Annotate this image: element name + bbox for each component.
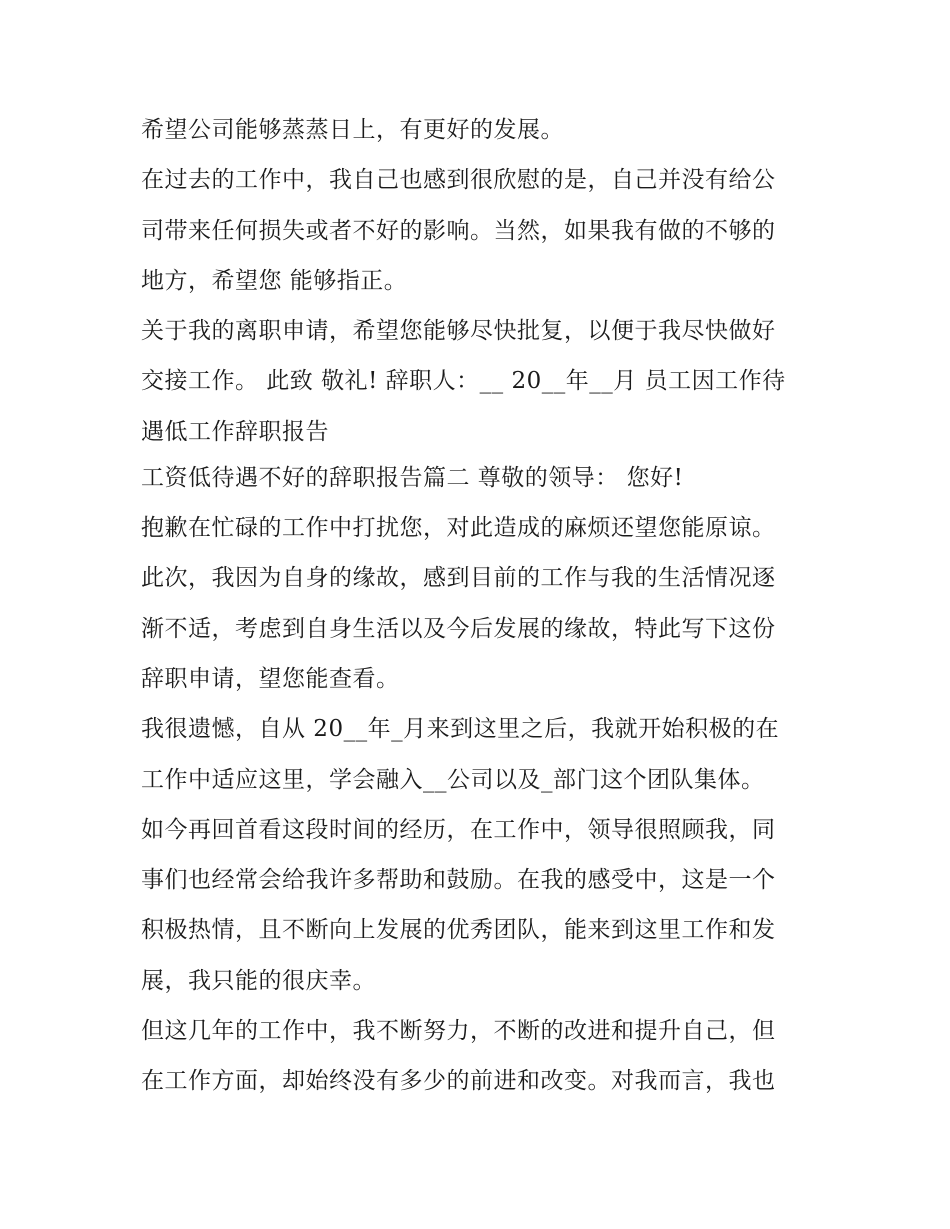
text-line: 抱歉在忙碌的工作中打扰您，对此造成的麻烦还望您能原谅。 — [141, 515, 776, 542]
text-line: 司带来任何损失或者不好的影响。当然，如果我有做的不够的 — [141, 217, 776, 244]
text-line: 展，我只能的很庆幸。 — [141, 967, 376, 994]
text-line: 地方，希望您 能够指正。 — [141, 267, 408, 294]
text-line: 但这几年的工作中，我不断努力，不断的改进和提升自己，但 — [141, 1018, 776, 1045]
text-line: 积极热情，且不断向上发展的优秀团队，能来到这里工作和发 — [141, 917, 776, 944]
text-line: 辞职申请，望您能查看。 — [141, 665, 400, 692]
text-line: 在工作方面，却始终没有多少的前进和改变。对我而言，我也 — [141, 1068, 776, 1095]
text-line: 此次，我因为自身的缘故，感到目前的工作与我的生活情况逐 — [141, 565, 776, 592]
text-line: 在过去的工作中，我自己也感到很欣慰的是，自己并没有给公 — [141, 167, 776, 194]
text-line: 希望公司能够蒸蒸日上，有更好的发展。 — [141, 117, 564, 143]
document-body — [141, 108, 831, 1110]
text-line: 事们也经常会给我许多帮助和鼓励。在我的感受中，这是一个 — [141, 867, 776, 894]
text-line: 渐不适，考虑到自身生活以及今后发展的缘故，特此写下这份 — [141, 615, 776, 642]
text-line: 工作中适应这里，学会融入__公司以及_部门这个团队集体。 — [141, 766, 765, 793]
text-line: 遇低工作辞职报告 — [141, 418, 329, 445]
text-line: 如今再回首看这段时间的经历，在工作中，领导很照顾我，同 — [141, 816, 776, 843]
text-line: 关于我的离职申请，希望您能够尽快批复，以便于我尽快做好 — [141, 318, 776, 345]
text-line: 工资低待遇不好的辞职报告篇二 尊敬的领导： 您好! — [141, 464, 684, 491]
text-line: 交接工作。 此致 敬礼! 辞职人：__ 20__年__月 员工因工作待 — [141, 368, 786, 395]
text-line: 我很遗憾，自从 20__年_月来到这里之后，我就开始积极的在 — [141, 716, 780, 743]
